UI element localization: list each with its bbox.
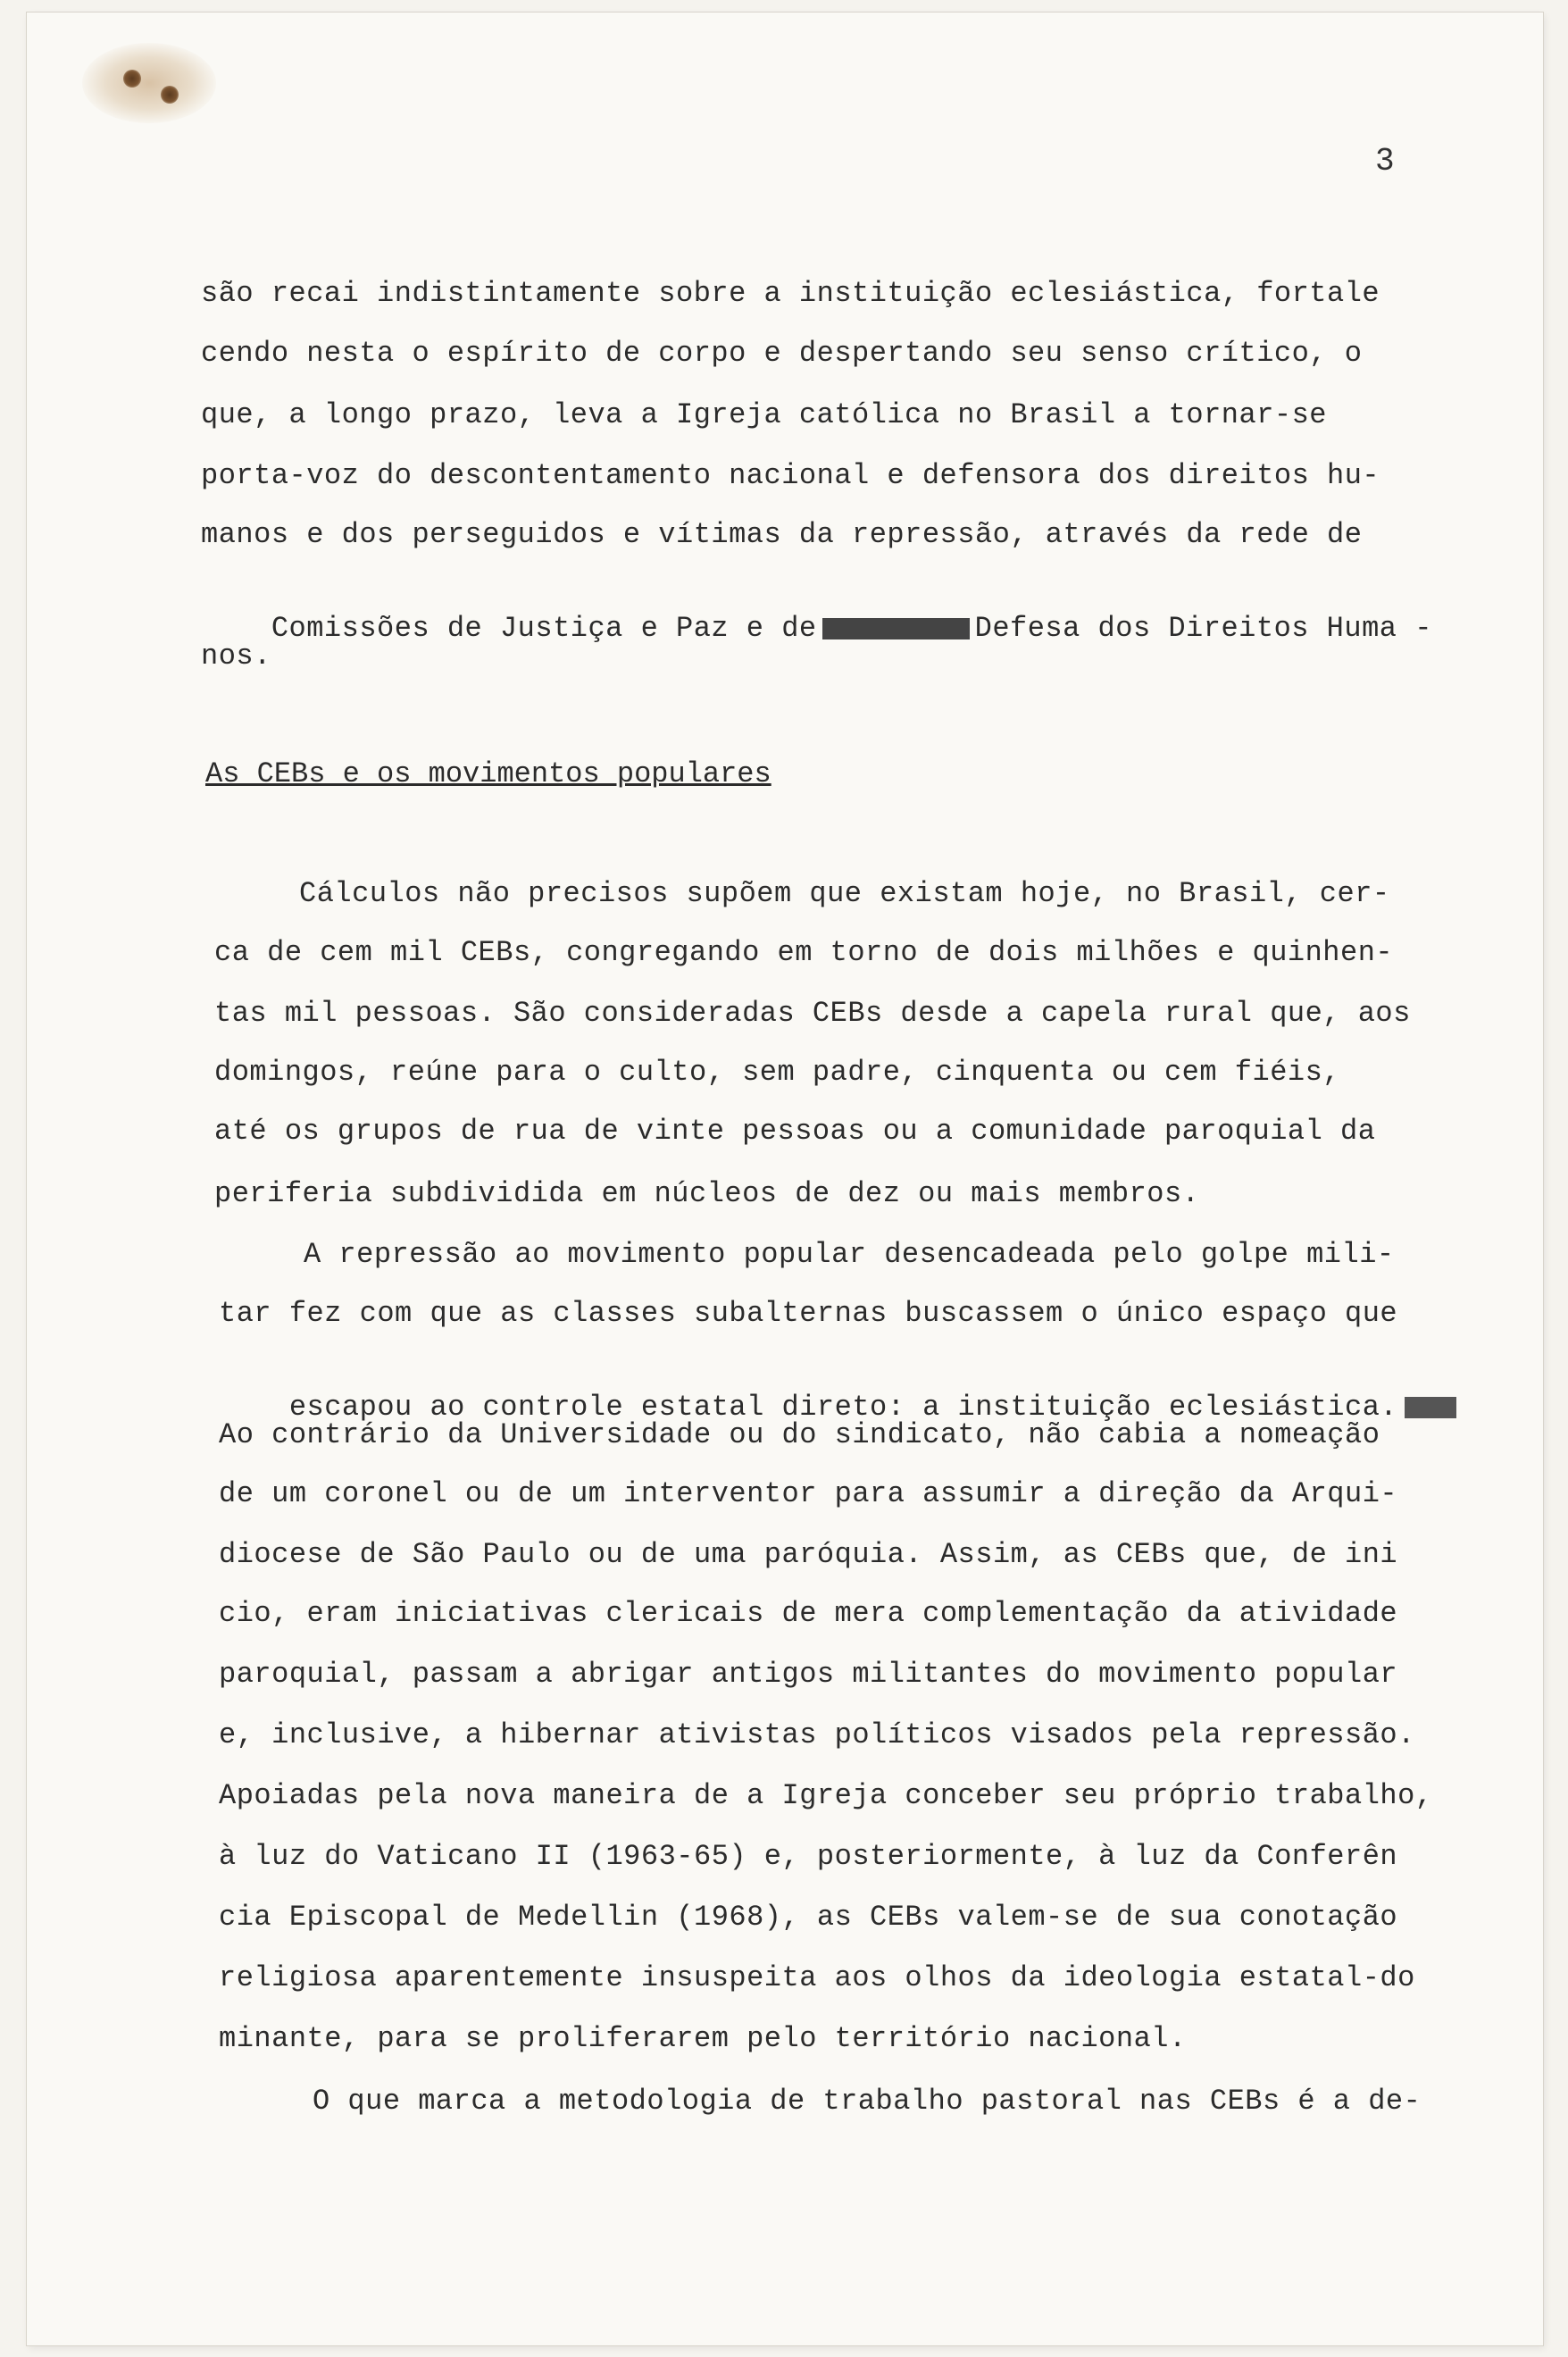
text-line: cio, eram iniciativas clericais de mera complementação da atividade (219, 1597, 1398, 1630)
text-line: ca de cem mil CEBs, congregando em torno de dois milhões e quinhen- (214, 936, 1394, 969)
text-line: cendo nesta o espírito de corpo e despertando seu senso crítico, o (201, 337, 1363, 370)
text-line: que, a longo prazo, leva a Igreja católica no Brasil a tornar-se (201, 398, 1327, 431)
text-line: tas mil pessoas. São consideradas CEBs desde a capela rural que, aos (214, 997, 1411, 1030)
text-line: cia Episcopal de Medellin (1968), as CEBs valem-se de sua conotação (219, 1901, 1398, 1934)
text-line: de um coronel ou de um interventor para assumir a direção da Arqui- (219, 1477, 1398, 1510)
section-heading: As CEBs e os movimentos populares (205, 757, 771, 790)
redaction-mark (822, 618, 970, 639)
text-line: O que marca a metodologia de trabalho pastoral nas CEBs é a de- (313, 2085, 1422, 2118)
text-line: tar fez com que as classes subalternas buscassem o único espaço que (219, 1297, 1398, 1330)
text-line: Apoiadas pela nova maneira de a Igreja conceber seu próprio trabalho, (219, 1779, 1433, 1812)
text-segment: Comissões de Justiça e Paz e de (271, 612, 817, 645)
text-line: periferia subdividida em núcleos de dez ou mais membros. (214, 1177, 1200, 1210)
text-segment: Defesa dos Direitos Huma - (974, 612, 1432, 645)
staple-hole-left (123, 70, 141, 88)
text-line: são recai indistintamente sobre a instituição eclesiástica, fortale (201, 277, 1380, 310)
text-line: manos e dos perseguidos e vítimas da repressão, através da rede de (201, 518, 1363, 551)
rust-stain (82, 43, 216, 123)
text-line: A repressão ao movimento popular desencadeada pelo golpe mili- (304, 1238, 1395, 1271)
text-line: diocese de São Paulo ou de uma paróquia. Assim, as CEBs que, de ini (219, 1538, 1398, 1571)
text-segment: escapou ao controle estatal direto: a instituição eclesiástica. (288, 1391, 1398, 1424)
text-line: domingos, reúne para o culto, sem padre, cinquenta ou cem fiéis, (214, 1056, 1340, 1089)
text-line: Ao contrário da Universidade ou do sindicato, não cabia a nomeação (219, 1418, 1380, 1451)
text-line: Cálculos não precisos supõem que existam hoje, no Brasil, cer- (299, 877, 1390, 910)
text-line: à luz do Vaticano II (1963-65) e, posteriormente, à luz da Conferên (219, 1840, 1398, 1873)
text-line: até os grupos de rua de vinte pessoas ou a comunidade paroquial da (214, 1115, 1376, 1148)
text-line-with-redaction (201, 579, 1432, 678)
redaction-mark (1405, 1397, 1456, 1418)
text-line: religiosa aparentemente insuspeita aos olhos da ideologia estatal-do (219, 1961, 1415, 1994)
text-line: porta-voz do descontentamento nacional e defensora dos direitos hu- (201, 459, 1380, 492)
text-line: e, inclusive, a hibernar ativistas políticos visados pela repressão. (219, 1718, 1415, 1751)
page-number: 3 (1375, 143, 1395, 180)
text-line: paroquial, passam a abrigar antigos militantes do movimento popular (219, 1658, 1398, 1691)
text-line: nos. (201, 639, 271, 673)
staple-hole-right (161, 86, 179, 104)
text-line: minante, para se proliferarem pelo território nacional. (219, 2022, 1187, 2055)
